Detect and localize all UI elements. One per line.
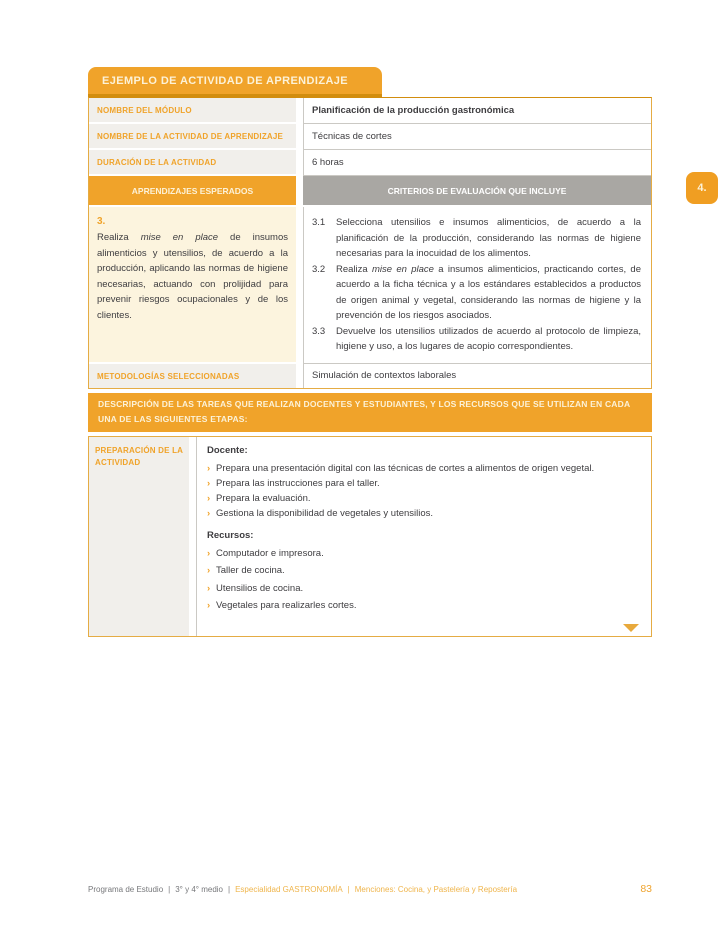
list-item xyxy=(207,598,639,613)
footer-separator: | xyxy=(347,885,350,894)
criteria-text: Selecciona utensilios e insumos alimenticios, de acuerdo a la planificación de la producción, considerando las normas de higiene necesarias para la inocuidad de los alimentos. xyxy=(336,217,641,259)
recursos-list xyxy=(207,546,639,614)
criteria-number: 3.3 xyxy=(312,325,326,337)
footer-separator: | xyxy=(228,885,231,894)
footer-specialty: Especialidad GASTRONOMÍA xyxy=(235,885,343,894)
criteria-number: 3.2 xyxy=(312,263,326,275)
criteria-item xyxy=(312,324,641,355)
expected-learning-cell xyxy=(89,207,296,364)
activity-table xyxy=(88,97,652,389)
oa-text-post: de insumos alimenticios y utensilios, de acuerdo a la producción, aplicando las normas de higiene necesarias, actuando con prolijidad para prevenir riesgos ocupacionales y de los clientes. xyxy=(97,232,288,321)
list-item xyxy=(207,491,639,506)
description-banner: DESCRIPCIÓN DE LAS TAREAS QUE REALIZAN DOCENTES Y ESTUDIANTES, Y LOS RECURSOS QUE SE UTILIZAN EN CADA UNA DE LAS SIGUIENTES ETAPAS: xyxy=(88,393,652,432)
criteria-number: 3.1 xyxy=(312,217,326,228)
learning-objective-number: 3. xyxy=(97,216,106,227)
docente-heading: Docente: xyxy=(207,444,248,456)
criteria-list xyxy=(312,215,641,355)
evaluation-criteria-header: CRITERIOS DE EVALUACIÓN QUE INCLUYE xyxy=(303,176,651,207)
preparation-content xyxy=(196,437,651,637)
continuation-arrow-icon xyxy=(623,624,639,632)
table-row-learning-content xyxy=(89,207,651,364)
criteria-item xyxy=(312,215,641,262)
bullet-icon: › xyxy=(207,600,211,611)
list-item xyxy=(207,506,639,521)
criteria-item xyxy=(312,262,641,324)
learning-objective-text xyxy=(97,230,288,323)
bullet-icon: › xyxy=(207,547,211,559)
recursos-heading: Recursos: xyxy=(207,529,254,541)
criteria-text: Devuelve los utensilios utilizados de acuerdo al protocolo de limpieza, higiene y uso, a los lugares de acopio correspondientes. xyxy=(336,325,641,352)
chapter-tab xyxy=(686,172,718,204)
page-number: 83 xyxy=(640,883,652,895)
docente-list xyxy=(207,461,639,521)
main-content xyxy=(88,67,652,637)
evaluation-criteria-cell xyxy=(303,207,651,364)
duration-label: DURACIÓN DE LA ACTIVIDAD xyxy=(89,150,296,176)
activity-name-label: NOMBRE DE LA ACTIVIDAD DE APRENDIZAJE xyxy=(89,124,296,150)
list-item-text: Prepara la evaluación. xyxy=(216,492,311,504)
list-item-text: Computador e impresora. xyxy=(216,547,324,559)
table-row-methodology xyxy=(89,364,651,388)
list-item xyxy=(207,476,639,491)
expected-learning-header: APRENDIZAJES ESPERADOS xyxy=(89,176,296,207)
page-title xyxy=(88,67,382,97)
preparation-table xyxy=(88,436,652,638)
module-name-value: Planificación de la producción gastronómica xyxy=(303,98,651,124)
list-item xyxy=(207,563,639,578)
bullet-icon: › xyxy=(207,462,211,474)
activity-name-value: Técnicas de cortes xyxy=(303,124,651,150)
oa-text-italic: mise en place xyxy=(140,232,219,243)
bullet-icon: › xyxy=(207,582,211,594)
criteria-text-pre: Realiza xyxy=(336,263,372,275)
chapter-tab-label: 4. xyxy=(697,182,707,194)
list-item-text: Prepara las instrucciones para el taller. xyxy=(216,477,380,489)
criteria-text-italic: mise en place xyxy=(372,263,434,275)
criteria-text xyxy=(336,262,641,324)
list-item-text: Prepara una presentación digital con las técnicas de cortes a alimentos de origen vegetal. xyxy=(216,462,595,474)
methodology-label: METODOLOGÍAS SELECCIONADAS xyxy=(89,364,296,388)
footer-program: Programa de Estudio xyxy=(88,885,164,894)
table-row-module xyxy=(89,98,651,124)
methodology-value: Simulación de contextos laborales xyxy=(303,364,651,388)
list-item-text: Taller de cocina. xyxy=(216,565,285,576)
criteria-text-post: a insumos alimenticios, practicando cortes, de acuerdo a la ficha técnica y a los estándares establecidos a productos de origen animal y vegetal, considerando las normas de higiene y la prevención de los riesgos asociados. xyxy=(336,263,641,321)
list-item xyxy=(207,546,639,561)
list-item xyxy=(207,581,639,596)
bullet-icon: › xyxy=(207,507,211,519)
footer-separator: | xyxy=(168,885,171,894)
duration-value: 6 horas xyxy=(303,150,651,176)
module-name-label: NOMBRE DEL MÓDULO xyxy=(89,98,296,124)
bullet-icon: › xyxy=(207,492,211,504)
page-footer xyxy=(88,883,652,895)
list-item-text: Utensilios de cocina. xyxy=(216,582,304,594)
bullet-icon: › xyxy=(207,565,211,576)
oa-text-pre: Realiza xyxy=(97,232,141,243)
table-row-section-headers xyxy=(89,176,651,207)
table-row-activity-name xyxy=(89,124,651,150)
list-item-text: Gestiona la disponibilidad de vegetales y utensilios. xyxy=(216,507,434,519)
footer-grade: 3° y 4° medio xyxy=(175,885,223,894)
footer-mentions: Menciones: Cocina, y Pastelería y Repostería xyxy=(354,885,518,894)
list-item xyxy=(207,461,639,476)
list-item-text: Vegetales para realizarles cortes. xyxy=(216,600,357,611)
bullet-icon: › xyxy=(207,477,211,489)
preparation-label: PREPARACIÓN DE LA ACTIVIDAD xyxy=(89,437,189,637)
table-row-duration xyxy=(89,150,651,176)
page-title-label: EJEMPLO DE ACTIVIDAD DE APRENDIZAJE xyxy=(102,74,349,87)
